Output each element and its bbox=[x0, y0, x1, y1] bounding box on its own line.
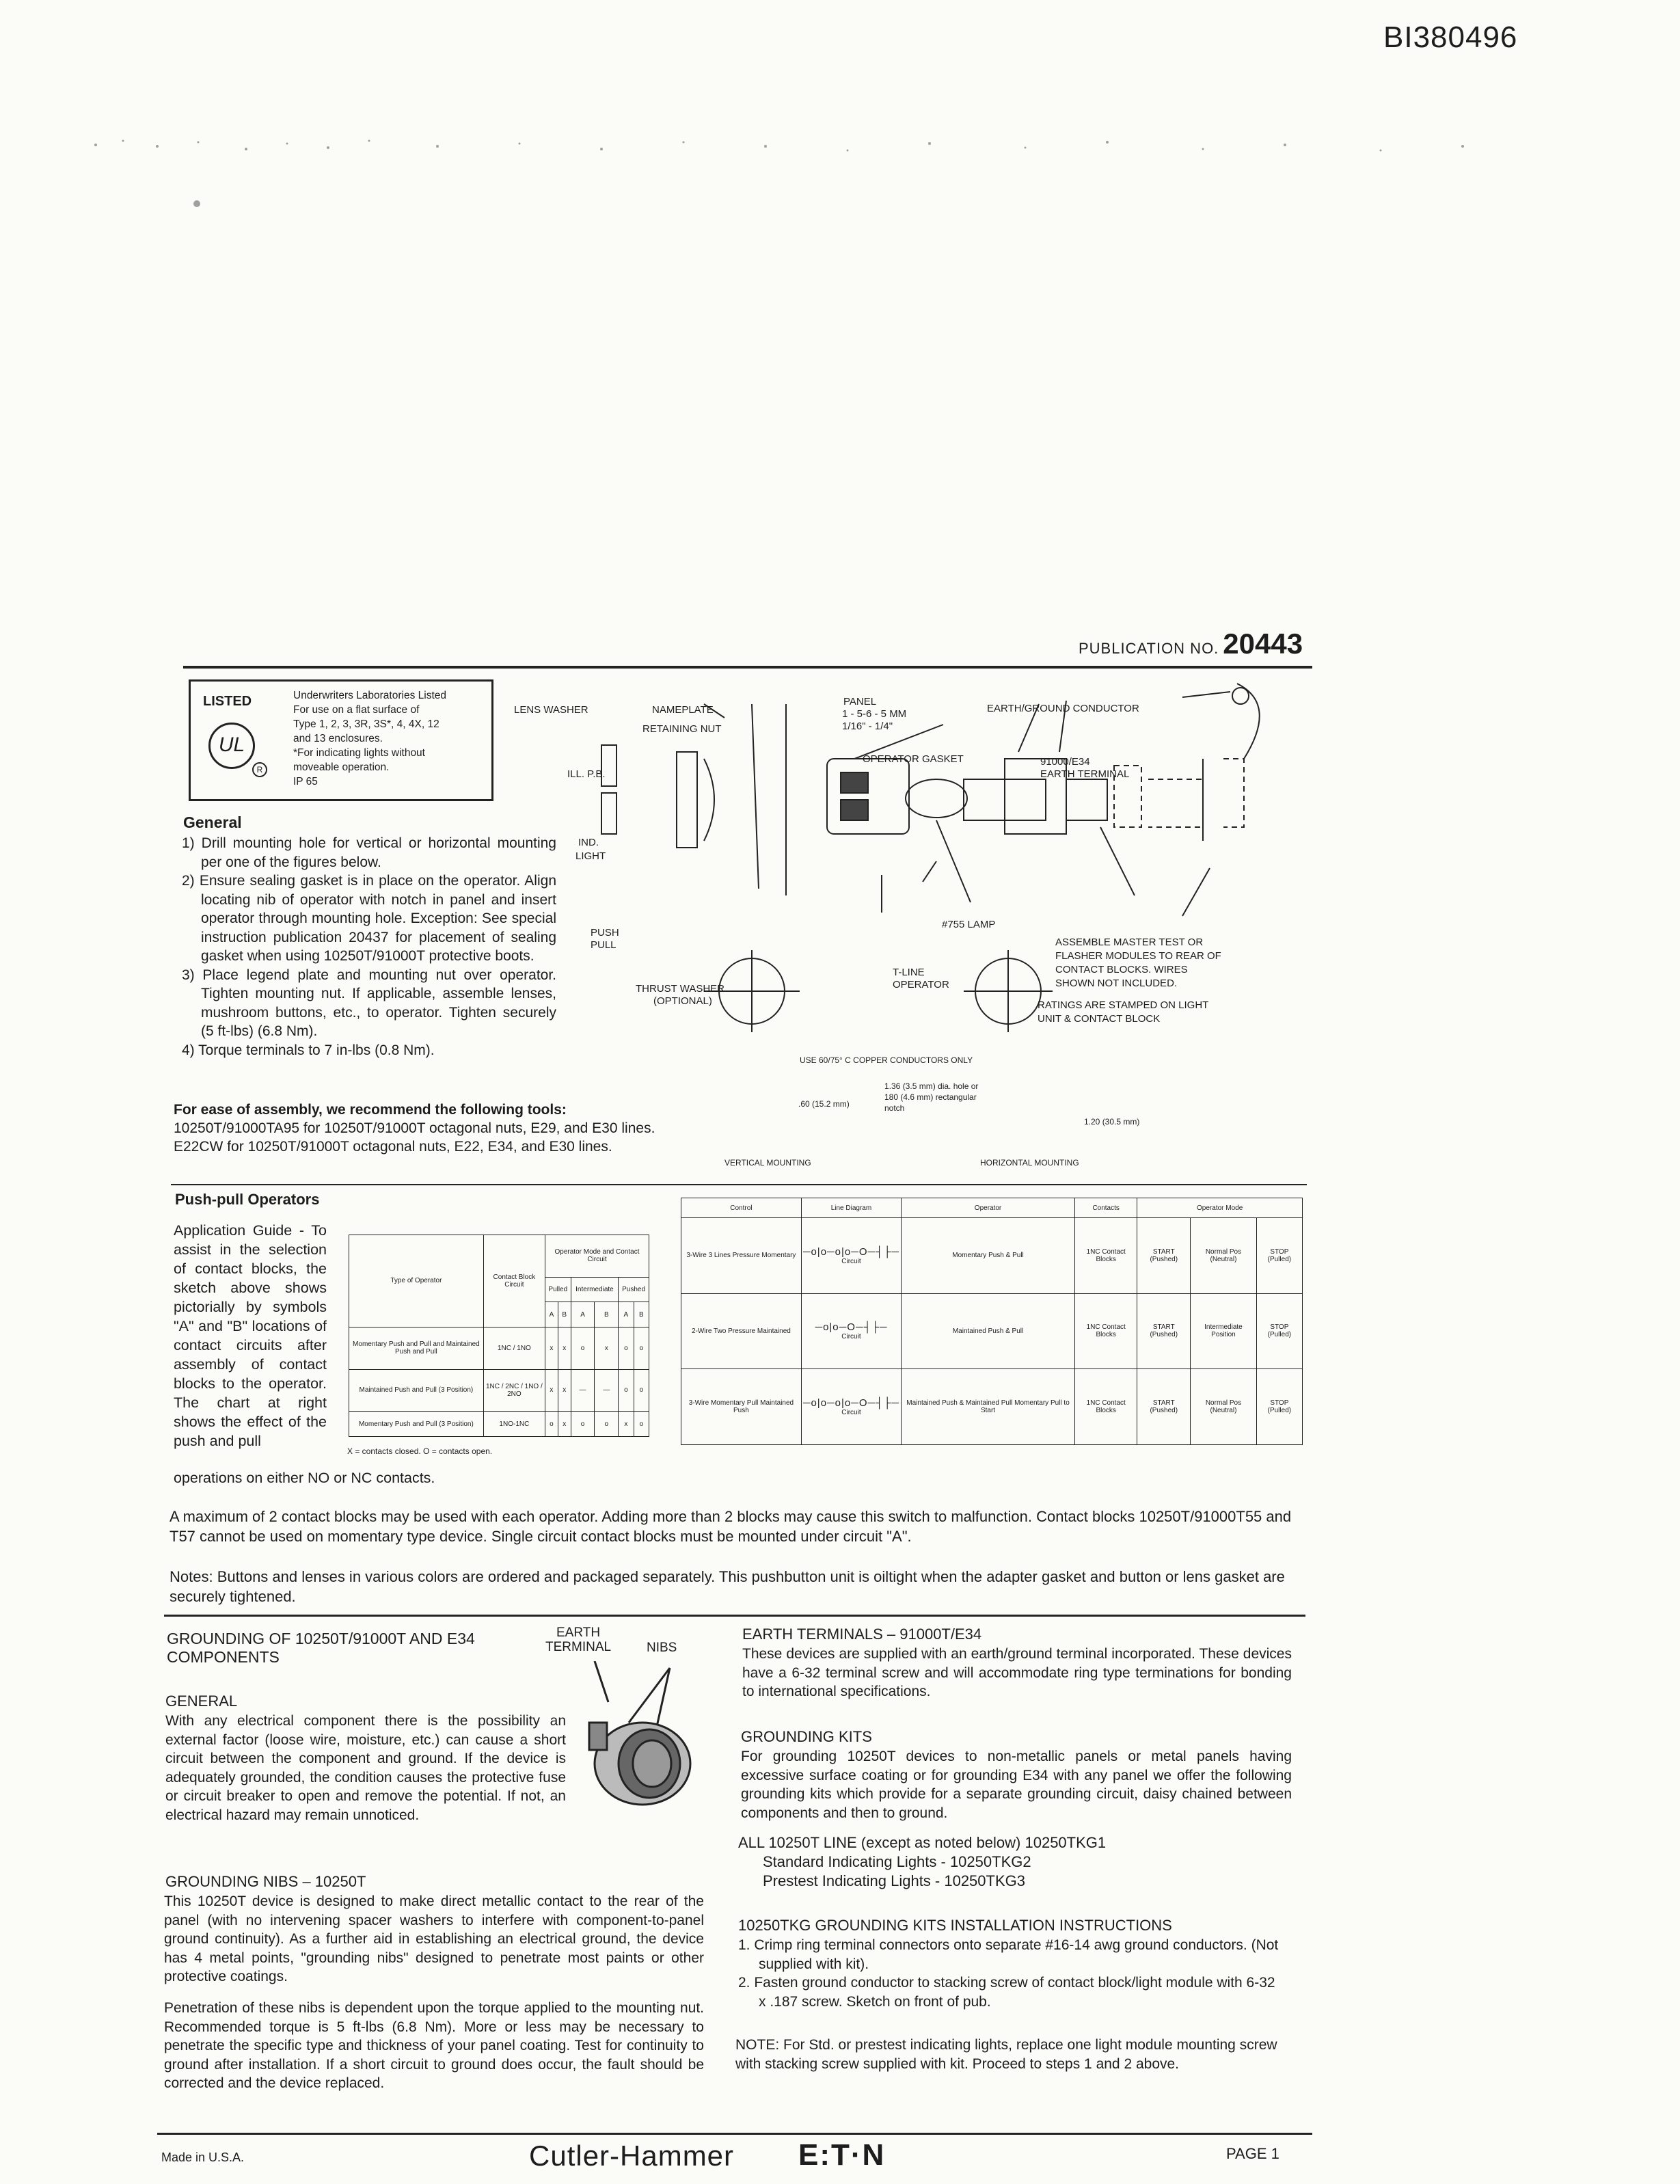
circuit-diagram-icon: ─o|o─O─┤├─ bbox=[815, 1321, 888, 1334]
ul-listing-text bbox=[293, 688, 485, 789]
general-step: 4) Torque terminals to 7 in-lbs (0.8 Nm). bbox=[182, 1042, 435, 1058]
tools-lead: For ease of assembly, we recommend the following tools: bbox=[174, 1102, 567, 1118]
application-guide-tail: operations on either NO or NC contacts. bbox=[174, 1470, 435, 1486]
label-thrust-washer: THRUST WASHER bbox=[636, 983, 725, 995]
section-rule bbox=[171, 1184, 1307, 1185]
nibs-label: NIBS bbox=[647, 1641, 677, 1655]
install-heading: 10250TKG GROUNDING KITS INSTALLATION INSTRUCTIONS bbox=[738, 1917, 1172, 1934]
t2-contacts: 1NC Contact Blocks bbox=[1075, 1218, 1137, 1294]
general-heading: General bbox=[183, 813, 242, 831]
grounding-nibs-text: Penetration of these nibs is dependent upon the torque applied to the mounting nut. Recommended torque is 5 ft-lbs (6.8 Nm). More or less may be necessary to penetrate the specific type and thickness of your panel coating. Test for continuity to ground after installation. If a short circuit to ground does occur, the fault should be corrected and the device replaced. bbox=[164, 2000, 704, 2091]
grounding-kits-heading: GROUNDING KITS bbox=[741, 1728, 872, 1745]
eaton-logo: E:T·N bbox=[798, 2138, 886, 2172]
t2-line-diagram bbox=[801, 1218, 901, 1294]
t1-col: B bbox=[558, 1302, 571, 1327]
label-pull: PULL bbox=[591, 939, 617, 951]
document-id: BI380496 bbox=[1383, 21, 1518, 54]
scan-noise bbox=[82, 137, 1552, 219]
label-light: LIGHT bbox=[575, 850, 606, 862]
t1-cell: x bbox=[619, 1412, 634, 1437]
t2-operator: Maintained Push & Maintained Pull Momentary Pull to Start bbox=[902, 1369, 1075, 1445]
t1-circuit: 1NC / 2NC / 1NO / 2NO bbox=[483, 1369, 545, 1412]
ul-line: and 13 enclosures. bbox=[293, 733, 383, 744]
t1-cell: — bbox=[571, 1369, 595, 1412]
label-thrust-optional: (OPTIONAL) bbox=[653, 995, 712, 1007]
t1-mode: Pushed bbox=[619, 1277, 649, 1302]
earth-terminal-label bbox=[545, 1626, 611, 1654]
t2-mode: START (Pushed) bbox=[1137, 1218, 1191, 1294]
t2-control: 2-Wire Two Pressure Maintained bbox=[681, 1293, 802, 1369]
publication-label: PUBLICATION NO. bbox=[1079, 640, 1219, 657]
grounding-kits-text: For grounding 10250T devices to non-metallic panels or metal panels having excessive surface coating or for grounding E34 with any panel we offer the following grounding kits which provide for a separate grounding circuit, daisy chained between components and then to ground. bbox=[741, 1749, 1292, 1821]
tools-section bbox=[174, 1101, 679, 1156]
label-ill-pb: ILL. P.B. bbox=[567, 768, 606, 780]
earth-label-line: TERMINAL bbox=[545, 1640, 612, 1654]
label-lens-washer: LENS WASHER bbox=[514, 704, 588, 716]
t2-header: Contacts bbox=[1075, 1198, 1137, 1218]
t1-op: Momentary Push and Pull (3 Position) bbox=[349, 1412, 484, 1437]
t2-mode: Normal Pos (Neutral) bbox=[1191, 1218, 1257, 1294]
label-lamp: #755 LAMP bbox=[942, 919, 996, 930]
ul-listed-label: LISTED bbox=[203, 694, 252, 709]
grounding-heading-line: GROUNDING OF 10250T/91000T AND E34 bbox=[167, 1630, 475, 1647]
t1-cell: o bbox=[595, 1412, 619, 1437]
label-horizontal-dim: notch bbox=[884, 1103, 905, 1113]
grounding-nibs-heading: GROUNDING NIBS – 10250T bbox=[165, 1873, 366, 1890]
ul-line: IP 65 bbox=[293, 776, 318, 787]
label-earth-conductor: EARTH/GROUND CONDUCTOR bbox=[987, 703, 1139, 714]
control-circuit-table bbox=[681, 1198, 1303, 1445]
t2-header: Operator Mode bbox=[1137, 1198, 1303, 1218]
t2-header: Operator bbox=[902, 1198, 1075, 1218]
grounding-device-illustration bbox=[581, 1661, 704, 1825]
t1-cell: x bbox=[558, 1412, 571, 1437]
general-step: 1) Drill mounting hole for vertical or horizontal mounting per one of the figures below. bbox=[182, 835, 556, 870]
t2-mode: STOP (Pulled) bbox=[1256, 1369, 1302, 1445]
t1-cell: o bbox=[619, 1369, 634, 1412]
t2-operator: Maintained Push & Pull bbox=[902, 1293, 1075, 1369]
label-push: PUSH bbox=[591, 927, 619, 939]
table-row bbox=[681, 1369, 1303, 1445]
t1-col: A bbox=[619, 1302, 634, 1327]
earth-label-line: EARTH bbox=[556, 1626, 601, 1640]
publication-value: 20443 bbox=[1223, 628, 1303, 660]
t1-cell: x bbox=[558, 1369, 571, 1412]
label-horizontal-dim: 1.36 (3.5 mm) dia. hole or bbox=[884, 1081, 979, 1091]
install-step: 2. Fasten ground conductor to stacking screw of contact block/light module with 6-32 x .187 screw. Sketch on front of pub. bbox=[738, 1975, 1275, 2010]
grounding-nibs-text: This 10250T device is designed to make direct metallic contact to the rear of the panel (with no intervening spacer washers to interfere with component-to-panel ground continuity). As a further aid in establishing an electrical ground, the device has 4 metal points, "grounding nibs" designed to penetrate most paints or other protective coatings. bbox=[164, 1893, 704, 1984]
grounding-general-heading: GENERAL bbox=[165, 1693, 238, 1710]
ul-line: For use on a flat surface of bbox=[293, 704, 420, 716]
circuit-diagram-icon: ─o|o─o|o─O─┤├─ bbox=[802, 1397, 900, 1410]
t2-control: 3-Wire Momentary Pull Maintained Push bbox=[681, 1369, 802, 1445]
earth-terminals-heading: EARTH TERMINALS – 91000T/E34 bbox=[742, 1626, 982, 1643]
label-tline-operator: OPERATOR bbox=[893, 979, 949, 990]
t1-cell: o bbox=[634, 1369, 649, 1412]
registered-icon: R bbox=[252, 762, 267, 777]
label-ind: IND. bbox=[578, 837, 599, 848]
label-assemble: SHOWN NOT INCLUDED. bbox=[1055, 978, 1178, 989]
grounding-heading bbox=[167, 1630, 475, 1667]
t2-mode: STOP (Pulled) bbox=[1256, 1218, 1302, 1294]
t2-mode: START (Pushed) bbox=[1137, 1293, 1191, 1369]
t1-col: A bbox=[571, 1302, 595, 1327]
t1-mode: Pulled bbox=[545, 1277, 571, 1302]
kit-line: Prestest Indicating Lights - 10250TKG3 bbox=[763, 1872, 1025, 1889]
application-guide: Application Guide - To assist in the selection of contact blocks, the sketch above shows pictorially by symbols "A" and "B" locations of contact circuits after assembly of contact blocks to the operator. The chart at right shows the effect of the push and pull bbox=[174, 1222, 327, 1449]
label-operator-gasket: OPERATOR GASKET bbox=[863, 753, 964, 765]
label-assemble: CONTACT BLOCKS. WIRES bbox=[1055, 964, 1188, 975]
label-panel-mm: 1 - 5-6 - 5 MM bbox=[842, 708, 907, 720]
t1-cell: x bbox=[545, 1369, 558, 1412]
t1-cell: o bbox=[634, 1412, 649, 1437]
t1-circuit: 1NO-1NC bbox=[483, 1412, 545, 1437]
t1-cell: o bbox=[545, 1412, 558, 1437]
t2-circuit-label: Circuit bbox=[841, 1409, 861, 1417]
label-tline: T-LINE bbox=[893, 967, 925, 978]
label-retaining-nut: RETAINING NUT bbox=[642, 723, 722, 735]
t2-contacts: 1NC Contact Blocks bbox=[1075, 1369, 1137, 1445]
grounding-kit-list bbox=[738, 1833, 1106, 1891]
general-step: 2) Ensure sealing gasket is in place on the operator. Align locating nib of operator with notch in panel and insert operator through mounting hole. Exception: See special instruction publication 20437 for placement of sealing gasket when using 10250T/91000T protective boots. bbox=[182, 873, 556, 964]
notes-paragraph: Notes: Buttons and lenses in various colors are ordered and packaged separately. This pushbutton unit is oiltight when the adapter gasket and button or lens gasket are securely tightened. bbox=[170, 1568, 1285, 1605]
table-row bbox=[349, 1369, 649, 1412]
t2-mode: START (Pushed) bbox=[1137, 1369, 1191, 1445]
t2-line-diagram bbox=[801, 1293, 901, 1369]
t1-col: B bbox=[595, 1302, 619, 1327]
contact-block-note: A maximum of 2 contact blocks may be used with each operator. Adding more than 2 blocks may cause this switch to malfunction. Contact blocks 10250T/91000T55 and T57 cannot be used on momentary type device. Single circuit contact blocks must be mounted under circuit "A". bbox=[170, 1508, 1292, 1545]
table-row bbox=[349, 1327, 649, 1369]
t2-circuit-label: Circuit bbox=[841, 1333, 861, 1341]
t1-cell: x bbox=[558, 1327, 571, 1369]
t1-col: A bbox=[545, 1302, 558, 1327]
table-row bbox=[349, 1412, 649, 1437]
t1-cell: x bbox=[545, 1327, 558, 1369]
label-nameplate: NAMEPLATE bbox=[652, 704, 714, 716]
label-vertical-dim: .60 (15.2 mm) bbox=[798, 1099, 850, 1109]
ul-line: *For indicating lights without bbox=[293, 747, 425, 759]
grounding-general-text: With any electrical component there is the possibility an external factor (loose wire, moisture, etc.) can cause a short circuit between the component and ground. If the device is adequately grounded, the condition causes the protective fuse or circuit breaker to open and remove the potential. If not, an electrical hazard may remain unnoticed. bbox=[165, 1713, 566, 1823]
ul-logo-icon: UL bbox=[208, 723, 255, 769]
page-number: PAGE 1 bbox=[1226, 2145, 1279, 2162]
t2-operator: Momentary Push & Pull bbox=[902, 1218, 1075, 1294]
label-ratings: RATINGS ARE STAMPED ON LIGHT bbox=[1038, 999, 1209, 1011]
t1-cell: x bbox=[595, 1327, 619, 1369]
ul-listing-box bbox=[189, 679, 493, 801]
ul-line: Underwriters Laboratories Listed bbox=[293, 690, 446, 701]
label-panel-in: 1/16" - 1/4" bbox=[842, 720, 893, 732]
t2-header: Line Diagram bbox=[801, 1198, 901, 1218]
label-earth-terminal-part: 91000/E34 bbox=[1040, 756, 1090, 768]
kit-line: ALL 10250T LINE (except as noted below) 10250TKG1 bbox=[738, 1834, 1107, 1851]
earth-terminals-text: These devices are supplied with an earth/ground terminal incorporated. These devices have a 6-32 terminal screw and will accommodate ring type terminations for bonding to international specifications. bbox=[742, 1646, 1292, 1699]
install-step: 1. Crimp ring terminal connectors onto separate #16-14 awg ground conductors. (Not supplied with kit). bbox=[738, 1937, 1279, 1972]
t1-cell: o bbox=[571, 1412, 595, 1437]
t2-mode: Intermediate Position bbox=[1191, 1293, 1257, 1369]
table-row bbox=[681, 1293, 1303, 1369]
grounding-heading-line: COMPONENTS bbox=[167, 1648, 280, 1666]
t2-contacts: 1NC Contact Blocks bbox=[1075, 1293, 1137, 1369]
t2-control: 3-Wire 3 Lines Pressure Momentary bbox=[681, 1218, 802, 1294]
t2-header: Control bbox=[681, 1198, 802, 1218]
table1-legend: X = contacts closed. O = contacts open. bbox=[347, 1446, 493, 1456]
label-assemble: ASSEMBLE MASTER TEST OR bbox=[1055, 936, 1204, 948]
install-steps bbox=[738, 1936, 1285, 2011]
publication-number bbox=[1079, 628, 1303, 660]
t1-header-operator: Type of Operator bbox=[349, 1235, 484, 1327]
section-divider bbox=[164, 1615, 1305, 1617]
t2-line-diagram bbox=[801, 1369, 901, 1445]
t2-mode: STOP (Pulled) bbox=[1256, 1293, 1302, 1369]
circuit-diagram-icon: ─o|o─o|o─O─┤├─ bbox=[802, 1245, 900, 1258]
header-rule bbox=[183, 666, 1312, 669]
t1-col: B bbox=[634, 1302, 649, 1327]
kit-line: Standard Indicating Lights - 10250TKG2 bbox=[763, 1853, 1031, 1870]
general-step: 3) Place legend plate and mounting nut over operator. Tighten mounting nut. If applicable, assemble lenses, mushroom buttons, etc., to operator. Tighten securely (5 ft-lbs) (6.8 Nm). bbox=[182, 967, 556, 1039]
t2-circuit-label: Circuit bbox=[841, 1257, 861, 1265]
t2-mode: Normal Pos (Neutral) bbox=[1191, 1369, 1257, 1445]
t1-op: Momentary Push and Pull and Maintained Push and Pull bbox=[349, 1327, 484, 1369]
label-copper: USE 60/75° C COPPER CONDUCTORS ONLY bbox=[800, 1055, 973, 1065]
t1-header-mode: Operator Mode and Contact Circuit bbox=[545, 1235, 649, 1278]
label-horizontal-mounting: HORIZONTAL MOUNTING bbox=[980, 1158, 1079, 1168]
t1-cell: o bbox=[634, 1327, 649, 1369]
cutler-hammer-logo: Cutler-Hammer bbox=[529, 2140, 735, 2172]
ul-line: Type 1, 2, 3, 3R, 3S*, 4, 4X, 12 bbox=[293, 718, 439, 730]
label-horizontal-dim: 1.20 (30.5 mm) bbox=[1084, 1117, 1140, 1127]
label-vertical-mounting: VERTICAL MOUNTING bbox=[724, 1158, 811, 1168]
label-assemble: FLASHER MODULES TO REAR OF bbox=[1055, 950, 1221, 962]
made-in-usa: Made in U.S.A. bbox=[161, 2151, 245, 2164]
t1-cell: o bbox=[619, 1327, 634, 1369]
t1-cell: o bbox=[571, 1327, 595, 1369]
t1-circuit: 1NC / 1NO bbox=[483, 1327, 545, 1369]
label-horizontal-dim: 180 (4.6 mm) rectangular bbox=[884, 1092, 977, 1102]
label-earth-terminal: EARTH TERMINAL bbox=[1040, 768, 1130, 780]
install-note: NOTE: For Std. or prestest indicating lights, replace one light module mounting screw with stacking screw supplied with kit. Proceed to steps 1 and 2 above. bbox=[735, 2037, 1277, 2072]
footer-rule bbox=[157, 2133, 1312, 2135]
t1-cell: — bbox=[595, 1369, 619, 1412]
ul-line: moveable operation. bbox=[293, 761, 390, 773]
table-row bbox=[681, 1218, 1303, 1294]
general-steps bbox=[182, 834, 556, 1060]
t1-op: Maintained Push and Pull (3 Position) bbox=[349, 1369, 484, 1412]
label-panel: PANEL bbox=[843, 696, 877, 707]
push-pull-heading: Push-pull Operators bbox=[175, 1191, 320, 1208]
label-ratings: UNIT & CONTACT BLOCK bbox=[1038, 1013, 1161, 1025]
contact-state-table bbox=[349, 1235, 649, 1437]
tools-text: 10250T/91000TA95 for 10250T/91000T octagonal nuts, E29, and E30 lines. E22CW for 10250T/91000T octagonal nuts, E22, E34, and E30 lines. bbox=[174, 1120, 655, 1155]
t1-header-circuit: Contact Block Circuit bbox=[483, 1235, 545, 1327]
t1-mode: Intermediate bbox=[571, 1277, 619, 1302]
